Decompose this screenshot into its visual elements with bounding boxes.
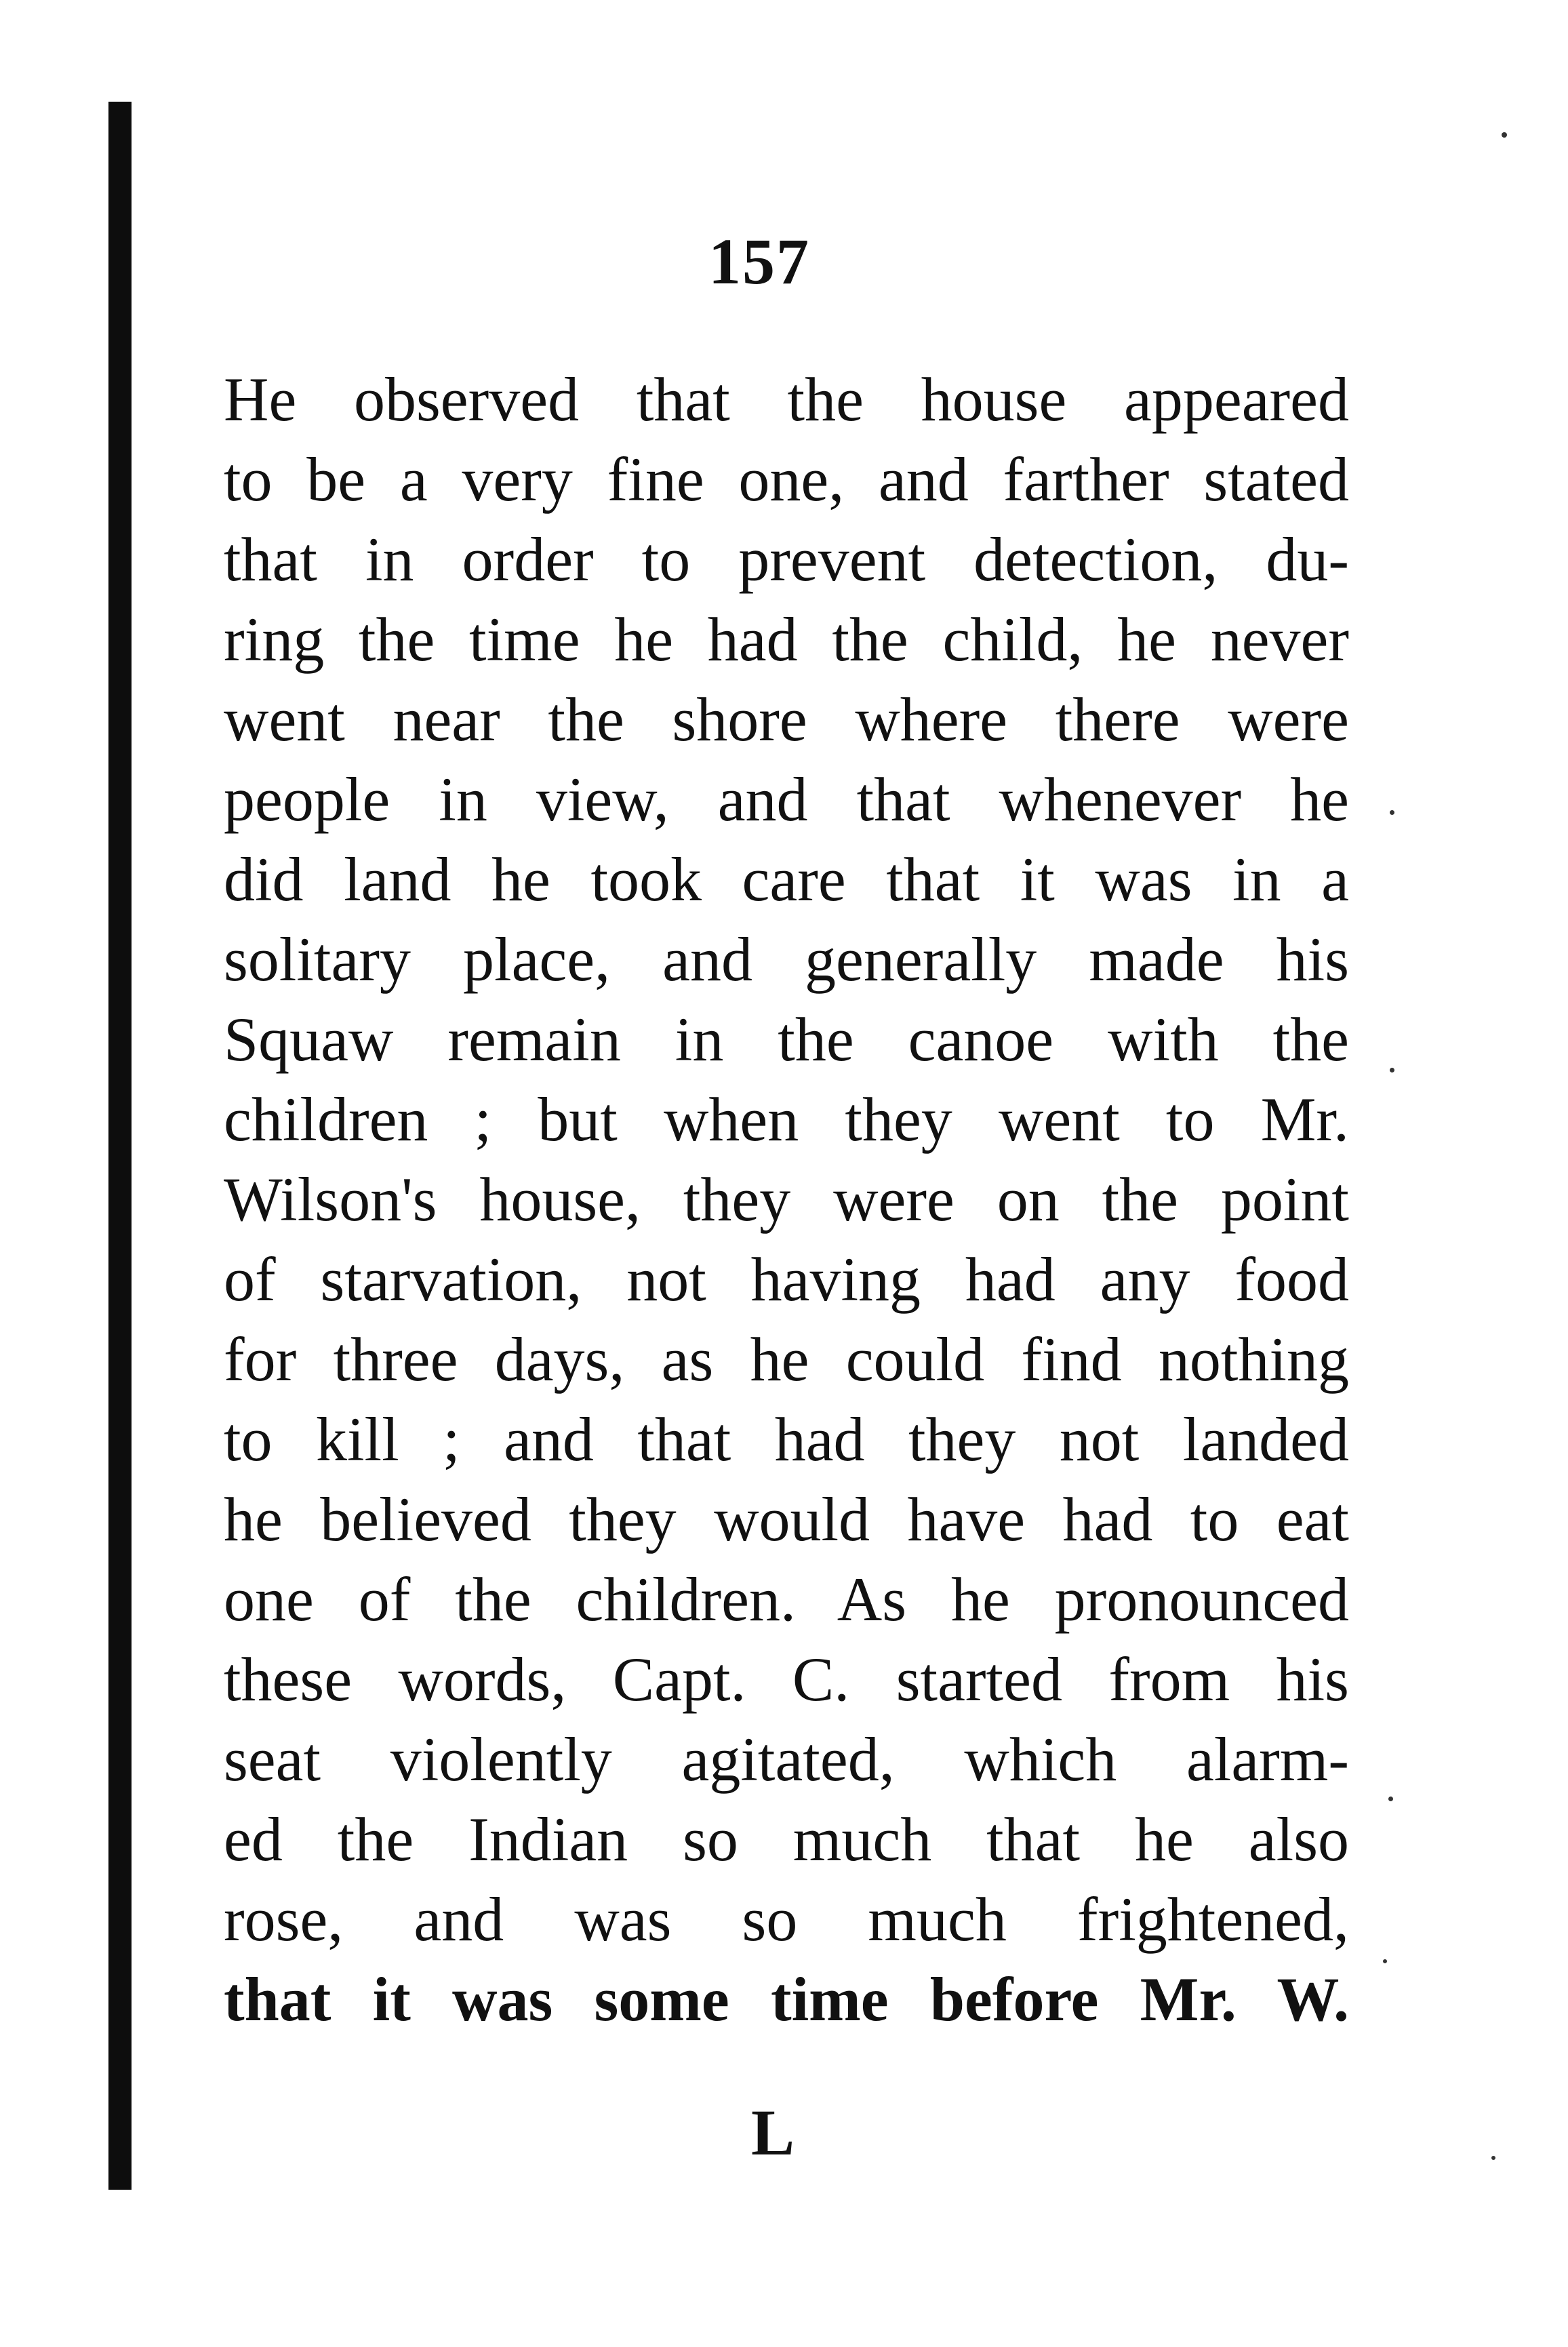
signature-mark: L (750, 2096, 795, 2169)
scan-speck (1383, 1959, 1387, 1963)
text-line: to kill ; and that had they not landed (224, 1405, 1349, 1474)
scan-speck (1502, 132, 1507, 138)
scan-speck (1390, 1068, 1394, 1072)
text-line: Wilson's house, they were on the point (224, 1165, 1349, 1234)
text-line: rose, and was so much frightened, (224, 1885, 1349, 1954)
text-line: He observed that the house appeared (224, 365, 1349, 434)
text-line: seat violently agitated, which alarm- (224, 1725, 1349, 1794)
scan-speck (1390, 810, 1394, 815)
text-line: he believed they would have had to eat (224, 1485, 1349, 1554)
text-line: that it was some time before Mr. W. (224, 1965, 1349, 2034)
text-line: ring the time he had the child, he never (224, 605, 1349, 674)
text-line: children ; but when they went to Mr. (224, 1085, 1349, 1154)
text-line: one of the children. As he pronounced (224, 1565, 1349, 1634)
text-line: to be a very fine one, and farther stated (224, 445, 1349, 514)
text-line: that in order to prevent detection, du- (224, 525, 1349, 594)
text-line: Squaw remain in the canoe with the (224, 1005, 1349, 1074)
text-line: went near the shore where there were (224, 685, 1349, 754)
text-line: for three days, as he could find nothing (224, 1325, 1349, 1394)
page-gutter-shadow (108, 102, 132, 2190)
scan-speck (1388, 1797, 1393, 1801)
text-line: these words, Capt. C. started from his (224, 1645, 1349, 1714)
text-line: solitary place, and generally made his (224, 925, 1349, 994)
page-number: 157 (708, 225, 810, 298)
body-text (224, 359, 1349, 2039)
text-line: did land he took care that it was in a (224, 845, 1349, 914)
scan-speck (1491, 2156, 1495, 2160)
text-line: people in view, and that whenever he (224, 765, 1349, 834)
text-line: of starvation, not having had any food (224, 1245, 1349, 1314)
text-line: ed the Indian so much that he also (224, 1805, 1349, 1874)
